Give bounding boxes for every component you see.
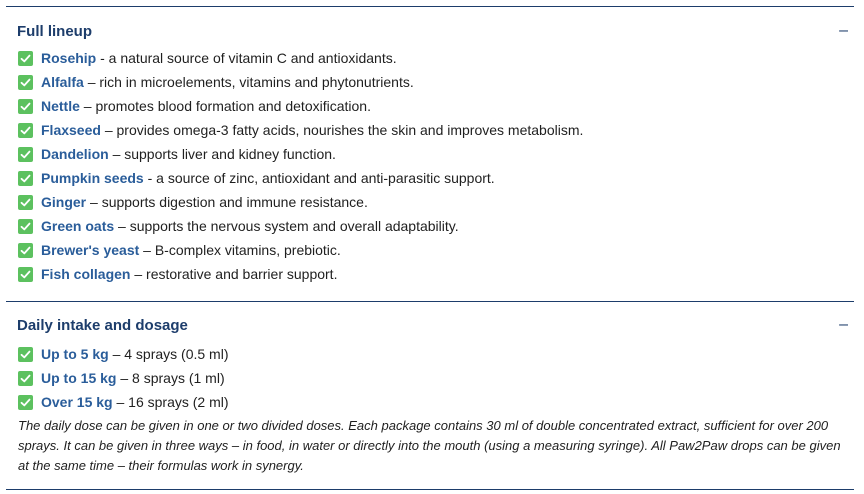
checkbox-checked-icon [18,347,33,362]
dosage-section [6,316,854,489]
checkbox-checked-icon [18,371,33,386]
checkbox-checked-icon [18,51,33,66]
top-divider [6,6,854,7]
weight-range: Up to 5 kg [41,346,109,362]
dose-amount: – 4 sprays (0.5 ml) [112,346,229,362]
checkbox-checked-icon [18,123,33,138]
section-divider [6,301,854,302]
ingredient-description: - a source of zinc, antioxidant and anti-parasitic support. [147,170,495,186]
ingredient-description: – promotes blood formation and detoxification. [83,98,371,114]
section-title: Daily intake and dosage [17,317,188,334]
ingredient-name: Dandelion [41,146,109,162]
ingredient-name: Brewer's yeast [41,242,140,258]
bottom-divider [6,489,854,490]
list-item [6,166,854,190]
ingredient-name: Pumpkin seeds [41,170,144,186]
ingredient-list [6,46,854,286]
section-title: Full lineup [17,23,92,40]
checkbox-checked-icon [18,171,33,186]
dose-amount: – 8 sprays (1 ml) [120,370,225,386]
checkbox-checked-icon [18,267,33,282]
ingredient-name: Rosehip [41,50,97,66]
list-item [6,94,854,118]
ingredient-name: Flaxseed [41,122,101,138]
list-item [6,190,854,214]
ingredient-description: – supports digestion and immune resistance. [90,194,368,210]
list-item [6,46,854,70]
ingredient-description: – rich in microelements, vitamins and phytonutrients. [87,74,414,90]
checkbox-checked-icon [18,75,33,90]
full-lineup-header[interactable] [6,22,854,44]
checkbox-checked-icon [18,195,33,210]
list-item [6,366,854,390]
checkbox-checked-icon [18,99,33,114]
ingredient-description: – supports the nervous system and overall adaptability. [118,218,459,234]
collapse-icon[interactable]: – [839,22,848,39]
ingredient-description: – provides omega-3 fatty acids, nourishes the skin and improves metabolism. [104,122,584,138]
weight-range: Over 15 kg [41,394,113,410]
ingredient-description: – B-complex vitamins, prebiotic. [143,242,341,258]
checkbox-checked-icon [18,219,33,234]
checkbox-checked-icon [18,147,33,162]
ingredient-description: – restorative and barrier support. [134,266,338,282]
ingredient-name: Nettle [41,98,80,114]
dosage-note: The daily dose can be given in one or two divided doses. Each package contains 30 ml of double concentrated extract, sufficient for over 200 sprays. It can be given in three ways – in food, in water or directly into the mouth (using a measuring syringe). All Paw2Paw drops can be given at the same time – their formulas work in synergy. [18,418,841,473]
ingredient-name: Alfalfa [41,74,84,90]
dosage-list [6,342,854,414]
ingredient-description: - a natural source of vitamin C and antioxidants. [100,50,397,66]
ingredient-name: Green oats [41,218,115,234]
list-item [6,238,854,262]
list-item [6,118,854,142]
weight-range: Up to 15 kg [41,370,117,386]
list-item [6,142,854,166]
dose-amount: – 16 sprays (2 ml) [116,394,229,410]
dosage-header[interactable] [6,316,854,338]
list-item [6,342,854,366]
collapse-icon[interactable]: – [839,316,848,333]
checkbox-checked-icon [18,243,33,258]
list-item [6,262,854,286]
list-item [6,214,854,238]
ingredient-description: – supports liver and kidney function. [112,146,336,162]
ingredient-name: Ginger [41,194,87,210]
checkbox-checked-icon [18,395,33,410]
ingredient-name: Fish collagen [41,266,131,282]
full-lineup-section [6,22,854,286]
list-item [6,70,854,94]
list-item [6,390,854,414]
